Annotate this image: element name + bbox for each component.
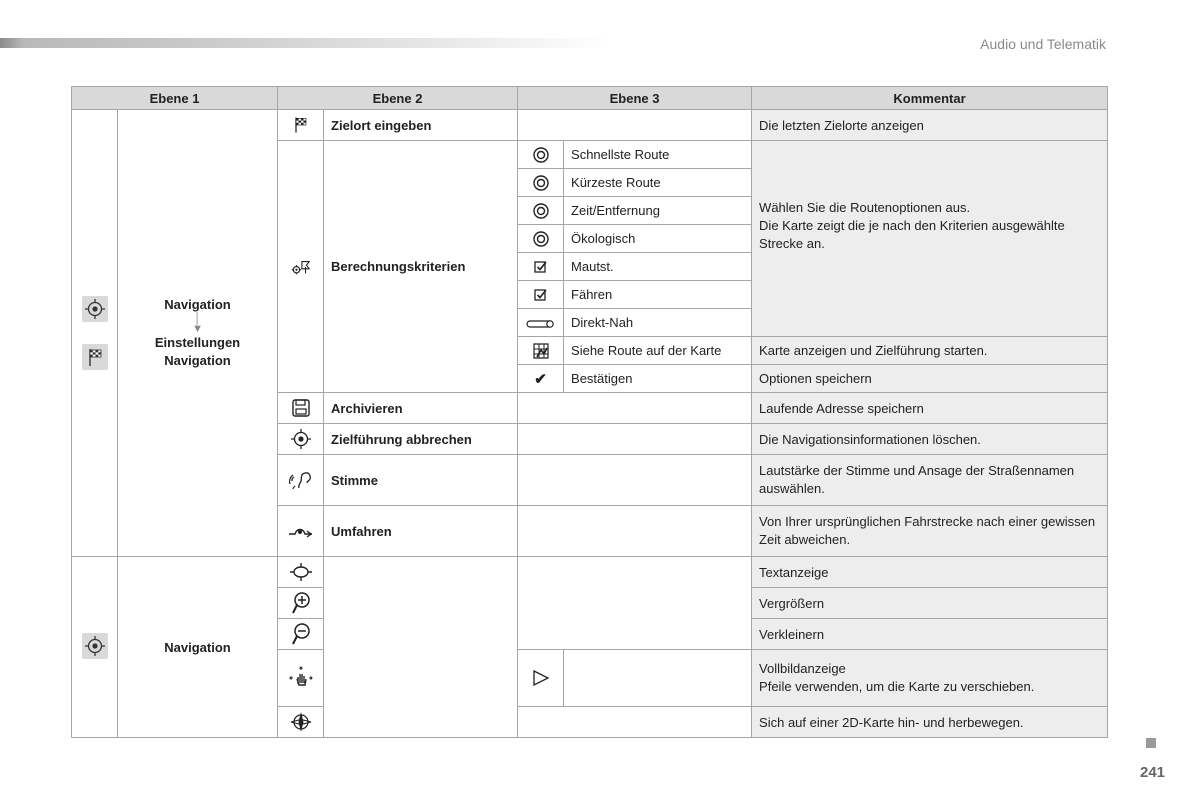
comment-cell: Karte anzeigen und Zielführung starten. xyxy=(752,337,1108,365)
comment-cell: Laufende Adresse speichern xyxy=(752,393,1108,424)
icon-cell xyxy=(518,225,564,253)
col-header-kommentar: Kommentar xyxy=(752,87,1108,110)
icon-cell xyxy=(518,253,564,281)
header-decor-bar xyxy=(0,38,610,48)
header-row xyxy=(72,87,1108,110)
navigation-icon xyxy=(82,296,108,322)
menu-item-umfahren: Umfahren xyxy=(324,506,518,557)
icon-cell xyxy=(278,110,324,141)
icon-cell xyxy=(278,506,324,557)
table-row xyxy=(72,557,1108,588)
icon-cell xyxy=(278,707,324,738)
option-label: Zeit/Entfernung xyxy=(564,197,752,225)
comment-cell: Sich auf einer 2D-Karte hin- und herbewegen. xyxy=(752,707,1108,738)
level1-icons-cell xyxy=(72,557,118,738)
menu-item-zielort-eingeben: Zielort eingeben xyxy=(324,110,518,141)
menu-item-berechnungskriterien: Berechnungskriterien xyxy=(324,141,518,393)
empty-cell xyxy=(518,506,752,557)
level1-settings-label-2: Navigation xyxy=(164,353,231,368)
icon-cell xyxy=(518,309,564,337)
radio-icon xyxy=(532,146,550,164)
comment-cell xyxy=(752,141,1108,337)
icon-cell xyxy=(518,141,564,169)
empty-cell xyxy=(518,110,752,141)
comment-line: Wählen Sie die Routenoptionen aus. xyxy=(759,199,971,215)
detour-icon xyxy=(288,525,314,539)
comment-cell: Von Ihrer ursprünglichen Fahrstrecke nach einer gewissen Zeit abweichen. xyxy=(752,506,1108,557)
comment-line: Pfeile verwenden, um die Karte zu verschieben. xyxy=(759,679,1035,694)
menu-table xyxy=(71,86,1108,738)
empty-cell xyxy=(518,557,752,650)
radio-icon xyxy=(532,202,550,220)
empty-cell xyxy=(564,650,752,707)
settings-icon xyxy=(290,257,312,277)
menu-item-archivieren: Archivieren xyxy=(324,393,518,424)
empty-cell xyxy=(518,393,752,424)
comment-cell: Verkleinern xyxy=(752,619,1108,650)
checkmark-icon: ✔ xyxy=(534,370,547,388)
page-number: 241 xyxy=(1140,764,1166,781)
level1-navigation-label: Navigation xyxy=(118,557,278,738)
level1-label-cell xyxy=(118,110,278,557)
icon-cell xyxy=(278,141,324,393)
icon-cell xyxy=(278,557,324,588)
table-row xyxy=(72,110,1108,141)
icon-cell xyxy=(278,455,324,506)
level1-navigation-label: Navigation xyxy=(164,297,231,312)
menu-item-zielfuehrung-abbrechen: Zielführung abbrechen xyxy=(324,424,518,455)
comment-line: Vollbildanzeige xyxy=(759,661,846,676)
page-marker xyxy=(1146,738,1156,748)
col-header-ebene2: Ebene 2 xyxy=(278,87,518,110)
menu-item-stimme: Stimme xyxy=(324,455,518,506)
col-header-ebene3: Ebene 3 xyxy=(518,87,752,110)
icon-cell xyxy=(278,619,324,650)
comment-cell: Die Navigationsinformationen löschen. xyxy=(752,424,1108,455)
comment-cell: Die letzten Zielorte anzeigen xyxy=(752,110,1108,141)
section-title: Audio und Telematik xyxy=(980,36,1106,52)
option-label: Fähren xyxy=(564,281,752,309)
option-label: Ökologisch xyxy=(564,225,752,253)
option-label: Kürzeste Route xyxy=(564,169,752,197)
option-label: Mautst. xyxy=(564,253,752,281)
voice-icon xyxy=(289,469,313,491)
navigation-icon xyxy=(82,633,108,659)
checkbox-icon xyxy=(534,260,548,274)
map-grid-icon xyxy=(531,341,551,361)
navigation-icon xyxy=(289,427,313,451)
slider-icon xyxy=(526,318,556,330)
comment-cell: Textanzeige xyxy=(752,557,1108,588)
radio-icon xyxy=(532,230,550,248)
icon-cell xyxy=(518,337,564,365)
icon-cell xyxy=(278,588,324,619)
icon-cell xyxy=(278,650,324,707)
option-label: Bestätigen xyxy=(564,365,752,393)
empty-cell xyxy=(518,455,752,506)
hand-move-icon xyxy=(289,666,313,690)
icon-cell xyxy=(278,393,324,424)
play-triangle-icon xyxy=(531,668,551,688)
checkered-flag-icon xyxy=(82,344,108,370)
comment-cell: Lautstärke der Stimme und Ansage der Straßennamen auswählen. xyxy=(752,455,1108,506)
icon-cell xyxy=(518,365,564,393)
option-label: Schnellste Route xyxy=(564,141,752,169)
empty-cell xyxy=(518,707,752,738)
empty-cell xyxy=(324,557,518,738)
icon-cell xyxy=(518,197,564,225)
compass-icon xyxy=(289,710,313,734)
checkbox-icon xyxy=(534,288,548,302)
option-label: Siehe Route auf der Karte xyxy=(564,337,752,365)
zoom-in-icon xyxy=(291,591,311,615)
radio-icon xyxy=(532,174,550,192)
crosshair-icon xyxy=(289,563,313,581)
level1-settings-label: Einstellungen xyxy=(154,335,241,350)
zoom-out-icon xyxy=(291,622,311,646)
option-label: Direkt-Nah xyxy=(564,309,752,337)
comment-line: Die Karte zeigt die je nach den Kriterien ausgewählte Strecke an. xyxy=(759,217,1065,251)
level1-icons-cell xyxy=(72,110,118,557)
comment-cell: Vergrößern xyxy=(752,588,1108,619)
col-header-ebene1: Ebene 1 xyxy=(72,87,278,110)
icon-cell xyxy=(278,424,324,455)
icon-cell xyxy=(518,281,564,309)
empty-cell xyxy=(518,424,752,455)
icon-cell xyxy=(518,169,564,197)
icon-cell xyxy=(518,650,564,707)
comment-cell: Optionen speichern xyxy=(752,365,1108,393)
checkered-flag-icon xyxy=(291,115,311,135)
arrow-down-icon: │ ▼ xyxy=(192,313,203,335)
save-icon xyxy=(291,398,311,418)
comment-cell xyxy=(752,650,1108,707)
